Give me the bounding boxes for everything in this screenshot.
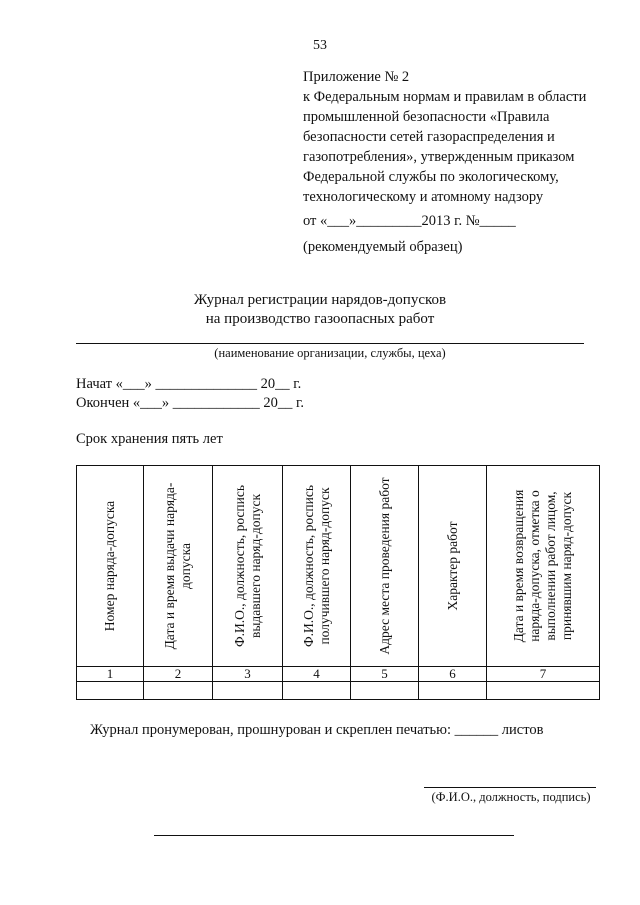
table-cell <box>487 682 600 700</box>
table-header-cell <box>213 466 283 667</box>
journal-dates <box>76 375 304 413</box>
table-header-cell <box>351 466 419 667</box>
retention-period: Срок хранения пять лет <box>76 431 223 447</box>
appendix-line: к Федеральным нормам и правилам в области <box>303 89 587 105</box>
column-number: 5 <box>351 667 419 682</box>
header-label: Дата и время возвращения наряда-допуска, отметка о выполнении работ лицом, принявшим наряд-допуск <box>511 489 574 643</box>
table-header-cell <box>144 466 213 667</box>
table-cell <box>77 682 144 700</box>
column-number: 3 <box>213 667 283 682</box>
table-header-cell <box>77 466 144 667</box>
column-number: 6 <box>419 667 487 682</box>
register-table <box>76 465 600 700</box>
table-header-row <box>77 466 600 667</box>
appendix-line: безопасности сетей газораспределения и <box>303 129 555 145</box>
header-label: Номер наряда-допуска <box>102 500 117 632</box>
sample-note: (рекомендуемый образец) <box>303 239 463 255</box>
signature-line <box>424 787 596 788</box>
column-number: 4 <box>283 667 351 682</box>
appendix-line: промышленной безопасности «Правила <box>303 109 550 125</box>
appendix-block <box>303 67 623 257</box>
table-cell <box>283 682 351 700</box>
table-cell <box>213 682 283 700</box>
journal-title <box>0 291 640 329</box>
appendix-line: Федеральной службы по экологическому, <box>303 169 559 185</box>
appendix-line: технологическому и атомному надзору <box>303 189 544 205</box>
organization-name-line <box>76 343 584 344</box>
finished-date: Окончен «___» ____________ 20__ г. <box>76 395 304 411</box>
bottom-rule <box>154 835 514 836</box>
started-date: Начат «___» ______________ 20__ г. <box>76 376 302 392</box>
column-number: 1 <box>77 667 144 682</box>
header-label: Характер работ <box>444 521 460 611</box>
header-label: Ф.И.О., должность, роспись выдавшего наряд-допуск <box>231 484 263 648</box>
table-empty-row <box>77 682 600 700</box>
table-cell <box>144 682 213 700</box>
column-number: 2 <box>144 667 213 682</box>
stitched-statement: Журнал пронумерован, прошнурован и скреплен печатью: ______ листов <box>90 722 544 738</box>
signature-caption: (Ф.И.О., должность, подпись) <box>431 790 591 804</box>
organization-caption: (наименование организации, службы, цеха) <box>214 346 446 360</box>
page-number: 53 <box>313 38 327 53</box>
header-label: Дата и время выдачи наряда-допуска <box>162 482 193 650</box>
table-number-row <box>77 667 600 682</box>
appendix-line: газопотребления», утвержденным приказом <box>303 149 575 165</box>
journal-title-line1: Журнал регистрации нарядов-допусков <box>193 292 447 308</box>
table-header-cell <box>487 466 600 667</box>
table-cell <box>351 682 419 700</box>
table-header-cell <box>419 466 487 667</box>
journal-title-line2: на производство газоопасных работ <box>205 311 435 327</box>
table-cell <box>419 682 487 700</box>
header-label: Ф.И.О., должность, роспись получившего наряд-допуск <box>300 484 332 648</box>
header-label: Адрес места проведения работ <box>376 477 392 655</box>
table-header-cell <box>283 466 351 667</box>
column-number: 7 <box>487 667 600 682</box>
appendix-title: Приложение № 2 <box>303 69 410 85</box>
approval-line: от «___»_________2013 г. №_____ <box>303 213 516 229</box>
